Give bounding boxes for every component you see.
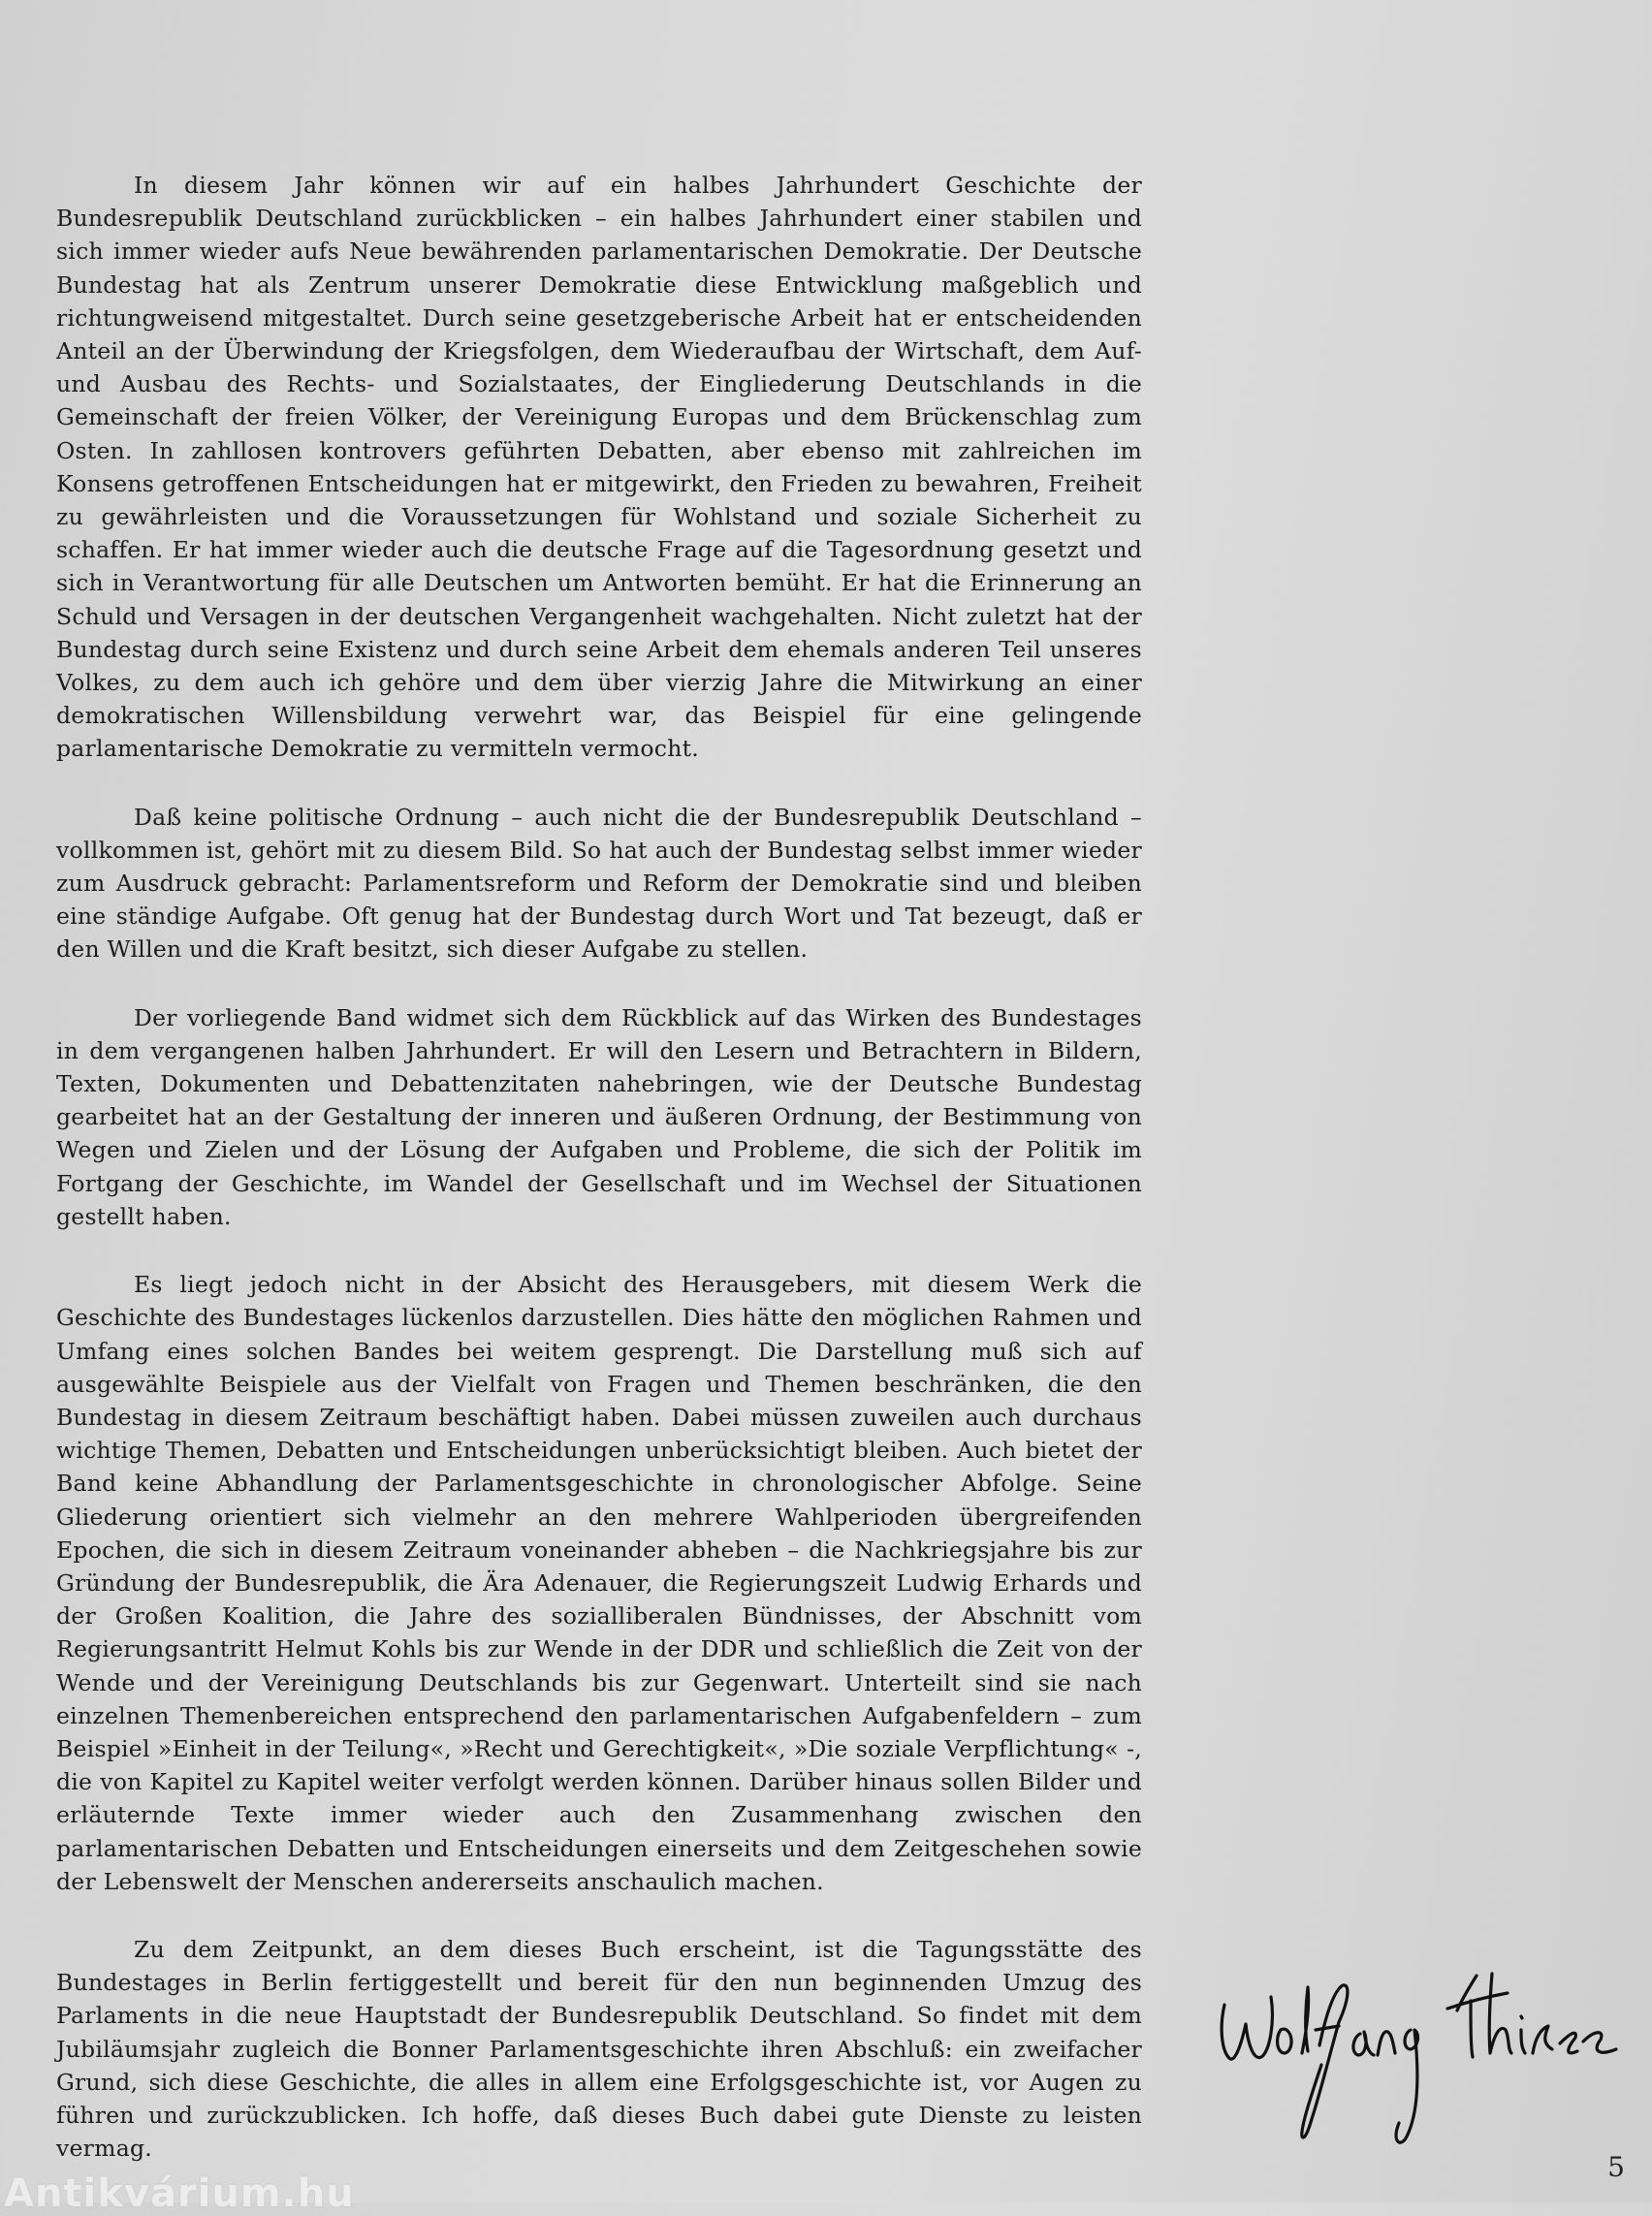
watermark: Antikvárium.hu bbox=[4, 2171, 355, 2216]
page-number: 5 bbox=[1607, 2151, 1625, 2183]
paragraph-2: Daß keine politische Ordnung – auch nicht die der Bundesrepublik Deutschland – vollkommen ist, gehört mit zu diesem Bild. So hat auch der Bundestag selbst immer wieder zum Ausdruck gebracht: Parlamentsreform und Reform der Demokratie sind und bleiben eine ständige Aufgabe. Oft genug hat der Bundestag durch Wort und Tat bezeugt, daß er den Willen und die Kraft besitzt, sich dieser Aufgabe zu stellen. bbox=[56, 803, 1142, 964]
paragraph-1: In diesem Jahr können wir auf ein halbes Jahrhundert Geschichte der Bundesrepublik Deutschland zurückblicken – ein halbes Jahrhundert einer stabilen und sich immer wieder aufs Neue bewährenden parlamentarischen Demokratie. Der Deutsche Bundestag hat als Zentrum unserer Demokratie diese Entwicklung maßgeblich und richtungweisend mitgestaltet. Durch seine gesetzgeberische Arbeit hat er entscheidenden Anteil an der Überwindung der Kriegsfolgen, dem Wiederaufbau der Wirtschaft, dem Auf- und Ausbau des Rechts- und Sozialstaates, der Eingliederung Deutschlands in die Gemeinschaft der freien Völker, der Vereinigung Europas und dem Brückenschlag zum Osten. In zahllosen kontrovers geführten Debatten, aber ebenso mit zahlreichen im Konsens getroffenen Entscheidungen hat er mitgewirkt, den Frieden zu bewahren, Freiheit zu gewährleisten und die Voraussetzungen für Wohlstand und soziale Sicherheit zu schaffen. Er hat immer wieder auch die deutsche Frage auf die Tagesordnung gesetzt und sich in Verantwortung für alle Deutschen um Antworten bemüht. Er hat die Erinnerung an Schuld und Versagen in der deutschen Vergangenheit wachgehalten. Nicht zuletzt hat der Bundestag durch seine Existenz und durch seine Arbeit dem ehemals anderen Teil unseres Volkes, zu dem auch ich gehöre und dem über vierzig Jahre die Mitwirkung an einer demokratischen Willensbildung verwehrt war, das Beispiel für eine gelingende parlamentarische Demokratie zu vermitteln vermocht. bbox=[56, 172, 1142, 763]
paragraph-5: Zu dem Zeitpunkt, an dem dieses Buch erscheint, ist die Tagungsstätte des Bundestages in Berlin fertiggestellt und bereit für den nun beginnenden Umzug des Parlaments in die neue Hauptstadt der Bundesrepublik Deutschland. So findet mit dem Jubiläumsjahr zugleich die Bonner Parlamentsgeschichte ihren Abschluß: ein zweifacher Grund, sich diese Geschichte, die alles in allem eine Erfolgsgeschichte ist, vor Augen zu führen und zurückzublicken. Ich hoffe, daß dieses Buch dabei gute Dienste zu leisten vermag. bbox=[56, 1935, 1142, 2163]
body-text bbox=[56, 169, 1142, 2200]
paragraph-4: Es liegt jedoch nicht in der Absicht des Herausgebers, mit diesem Werk die Geschichte des Bundestages lückenlos darzustellen. Dies hätte den möglichen Rahmen und Umfang eines solchen Bandes bei weitem gesprengt. Die Darstellung muß sich auf ausgewählte Beispiele aus der Vielfalt von Fragen und Themen beschränken, die den Bundestag in diesem Zeitraum beschäftigt haben. Dabei müssen zuweilen auch durchaus wichtige Themen, Debatten und Entscheidungen unberücksichtigt bleiben. Auch bietet der Band keine Abhandlung der Parlamentsgeschichte in chronologischer Abfolge. Seine Gliederung orientiert sich vielmehr an den mehrere Wahlperioden übergreifenden Epochen, die sich in diesem Zeitraum voneinander abheben – die Nachkriegsjahre bis zur Gründung der Bundesrepublik, die Ära Adenauer, die Regierungszeit Ludwig Erhards und der Großen Koalition, die Jahre des sozialliberalen Bündnisses, der Abschnitt vom Regierungsantritt Helmut Kohls bis zur Wende in der DDR und schließlich die Zeit von der Wende und der Vereinigung Deutschlands bis zur Gegenwart. Unterteilt sind sie nach einzelnen Themenbereichen entsprechend den parlamentarischen Aufgabenfeldern – zum Beispiel »Einheit in der Teilung«, »Recht und Gerechtigkeit«, »Die soziale Verpflichtung« -, die von Kapitel zu Kapitel weiter verfolgt werden können. Darüber hinaus sollen Bilder und erläuternde Texte immer wieder auch den Zusammenhang zwischen den parlamentarischen Debatten und Entscheidungen einerseits und dem Zeitgeschehen sowie der Lebenswelt der Menschen andererseits anschaulich machen. bbox=[56, 1271, 1142, 1895]
handwritten-signature bbox=[1217, 1929, 1624, 2152]
signature-drawing bbox=[1217, 1929, 1624, 2152]
paragraph-3: Der vorliegende Band widmet sich dem Rückblick auf das Wirken des Bundestages in dem vergangenen halben Jahrhundert. Er will den Lesern und Betrachtern in Bildern, Texten, Dokumenten und Debattenzitaten nahebringen, wie der Deutsche Bundestag gearbeitet hat an der Gestaltung der inneren und äußeren Ordnung, der Bestimmung von Wegen und Zielen und der Lösung der Aufgaben und Probleme, die sich der Politik im Fortgang der Geschichte, im Wandel der Gesellschaft und im Wechsel der Situationen gestellt haben. bbox=[56, 1003, 1142, 1230]
